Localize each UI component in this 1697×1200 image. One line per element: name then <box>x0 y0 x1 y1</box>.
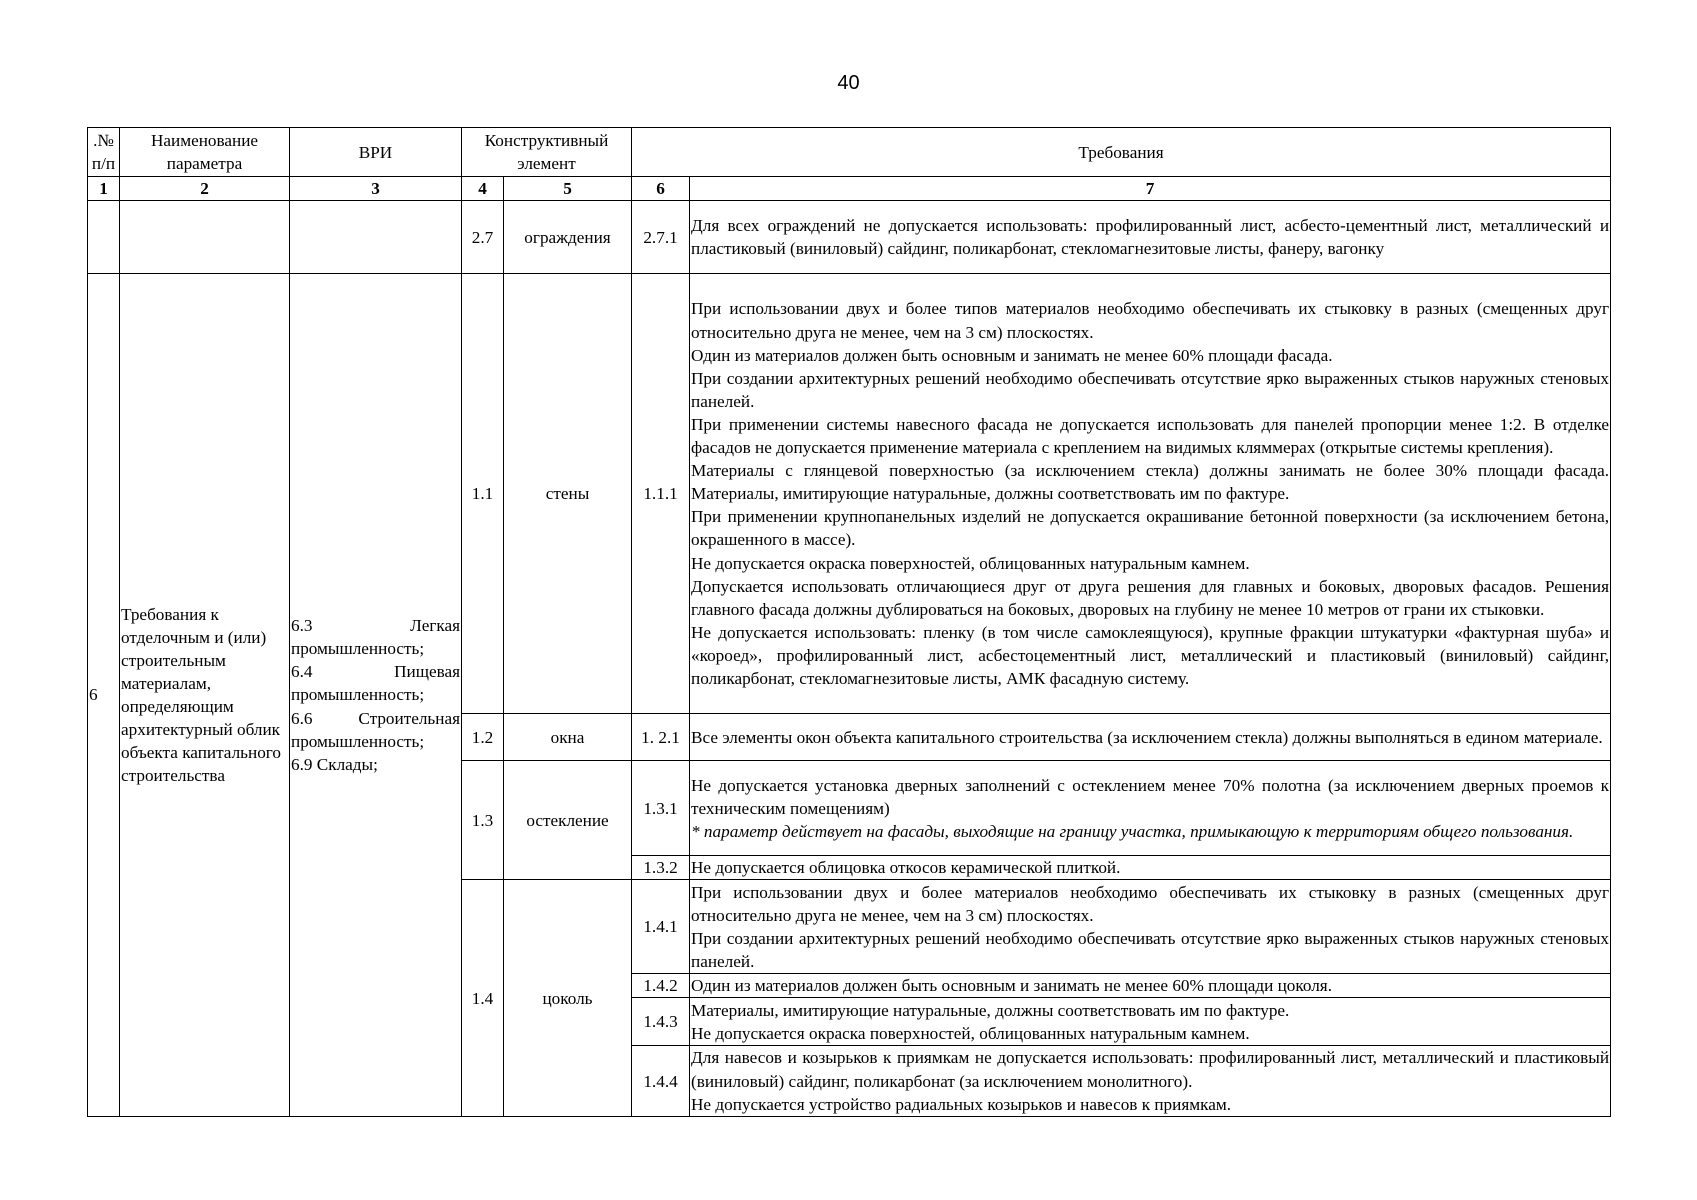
vri-item: 6.3 Легкая промышленность; <box>291 616 460 659</box>
requirement-text <box>690 1046 1611 1116</box>
element-name: стены <box>504 274 632 714</box>
header-row <box>88 128 1611 177</box>
requirement-paragraph: Не допускается использовать: пленку (в том числе самоклеящуюся), крупные фракции штукатурки «фактурная шуба» и «короед», профилированный лист, асбестоцементный лист, металлический и пластиковый (виниловый) сайдинг, поликарбонат, стекломагнезитовые листы, АМК фасадную систему. <box>691 622 1610 688</box>
header-requirements: Требования <box>632 128 1611 177</box>
empty-cell <box>290 201 462 274</box>
requirement-paragraph: При создании архитектурных решений необходимо обеспечивать отсутствие ярко выраженных стыков наружных стеновых панелей. <box>691 368 1610 411</box>
element-name: цоколь <box>504 880 632 1116</box>
requirement-code: 1.3.2 <box>632 856 690 880</box>
col-number: 1 <box>88 177 120 201</box>
header-numbers-row <box>88 177 1611 201</box>
requirement-code: 1.4.4 <box>632 1046 690 1116</box>
header-num: .№ п/п <box>88 128 120 177</box>
requirement-paragraph: При использовании двух и более типов материалов необходимо обеспечивать их стыковку в разных (смещенных друг относительно друга не менее, чем на 3 см) плоскостях. <box>691 299 1610 342</box>
requirement-paragraph: Допускается использовать отличающиеся друг от друга решения для главных и боковых, дворовых фасадов. Решения главного фасада должны дублироваться на боковых, дворовых на глубину не менее 10 метров от грани их стыковки. <box>691 576 1610 619</box>
requirement-code: 1.3.1 <box>632 761 690 856</box>
requirement-code: 1.4.2 <box>632 974 690 998</box>
requirement-paragraph: При применении крупнопанельных изделий не допускается окрашивание бетонной поверхности (за исключением бетона, окрашенного в массе). <box>691 507 1610 550</box>
element-code: 1.1 <box>462 274 504 714</box>
header-vri: ВРИ <box>290 128 462 177</box>
requirement-note: * параметр действует на фасады, выходящие на границу участка, примыкающую к территориям общего пользования. <box>691 821 1574 841</box>
vri-item: 6.6 Строительная промышленность; <box>291 708 460 751</box>
requirement-paragraph: Не допускается окраска поверхностей, облицованных натуральным камнем. <box>691 1023 1250 1043</box>
requirement-paragraph: Не допускается окраска поверхностей, облицованных натуральным камнем. <box>691 553 1250 573</box>
requirement-paragraph: Для навесов и козырьков к приямкам не допускается использовать: профилированный лист, металлический и пластиковый (виниловый) сайдинг, поликарбонат (за исключением монолитного). <box>691 1048 1610 1091</box>
table-row <box>88 274 1611 714</box>
col-number: 5 <box>504 177 632 201</box>
requirement-paragraph: Не допускается установка дверных заполнений с остеклением менее 70% полотна (за исключением дверных проемов к техническим помещениям) <box>691 775 1610 818</box>
page-number: 40 <box>837 72 860 94</box>
requirement-code: 1.1.1 <box>632 274 690 714</box>
vri-item: 6.4 Пищевая промышленность; <box>291 662 460 705</box>
requirement-code: 1.4.3 <box>632 998 690 1046</box>
table-row <box>88 201 1611 274</box>
requirement-text <box>690 880 1611 974</box>
requirement-paragraph: При применении системы навесного фасада не допускается использовать для панелей пропорции менее 1:2. В отделке фасадов не допускается применение материала с креплением на видимых кляммерах (открытые системы крепления). <box>691 414 1610 458</box>
requirement-text <box>690 761 1611 856</box>
element-name: ограждения <box>504 201 632 274</box>
element-code: 1.2 <box>462 714 504 761</box>
element-name: остекление <box>504 761 632 880</box>
element-name: окна <box>504 714 632 761</box>
element-code: 2.7 <box>462 201 504 274</box>
col-number: 3 <box>290 177 462 201</box>
col-number: 4 <box>462 177 504 201</box>
header-param: Наименование параметра <box>120 128 290 177</box>
col-number: 2 <box>120 177 290 201</box>
row-number: 6 <box>88 274 120 1116</box>
vri-item: 6.9 Склады; <box>291 754 378 774</box>
requirement-paragraph: Материалы с глянцевой поверхностью (за исключением стекла) должны занимать не более 30% площади фасада. Материалы, имитирующие натуральные, должны соответствовать им по фактуре. <box>691 461 1610 504</box>
requirement-text: Один из материалов должен быть основным и занимать не менее 60% площади цоколя. <box>690 974 1611 998</box>
requirement-text: Не допускается облицовка откосов керамической плиткой. <box>690 856 1611 880</box>
vri-cell <box>290 274 462 1116</box>
col-number: 7 <box>690 177 1611 201</box>
parameter-name: Требования к отделочным и (или) строительным материалам, определяющим архитектурный облик объекта капитального строительства <box>120 274 290 1116</box>
element-code: 1.4 <box>462 880 504 1116</box>
requirement-code: 2.7.1 <box>632 201 690 274</box>
col-number: 6 <box>632 177 690 201</box>
requirement-code: 1. 2.1 <box>632 714 690 761</box>
requirement-paragraph: Не допускается устройство радиальных козырьков и навесов к приямкам. <box>691 1094 1232 1114</box>
empty-cell <box>88 201 120 274</box>
requirement-text <box>690 274 1611 714</box>
header-element: Конструктивный элемент <box>462 128 632 177</box>
requirement-paragraph: При создании архитектурных решений необходимо обеспечивать отсутствие ярко выраженных стыков наружных стеновых панелей. <box>691 928 1610 971</box>
requirement-code: 1.4.1 <box>632 880 690 974</box>
requirement-text: Все элементы окон объекта капитального строительства (за исключением стекла) должны выполняться в едином материале. <box>690 714 1611 761</box>
empty-cell <box>120 201 290 274</box>
element-code: 1.3 <box>462 761 504 880</box>
requirement-paragraph: Один из материалов должен быть основным и занимать не менее 60% площади фасада. <box>691 345 1333 365</box>
requirement-paragraph: Материалы, имитирующие натуральные, должны соответствовать им по фактуре. <box>691 1000 1290 1020</box>
requirement-paragraph: При использовании двух и более материалов необходимо обеспечивать их стыковку в разных (смещенных друг относительно друга не менее, чем на 3 см) плоскостях. <box>691 882 1610 925</box>
requirements-table <box>87 127 1611 1117</box>
requirement-text <box>690 998 1611 1046</box>
requirement-text: Для всех ограждений не допускается использовать: профилированный лист, асбесто-цементный лист, металлический и пластиковый (виниловый) сайдинг, поликарбонат, стекломагнезитовые листы, фанеру, вагонку <box>690 201 1611 274</box>
